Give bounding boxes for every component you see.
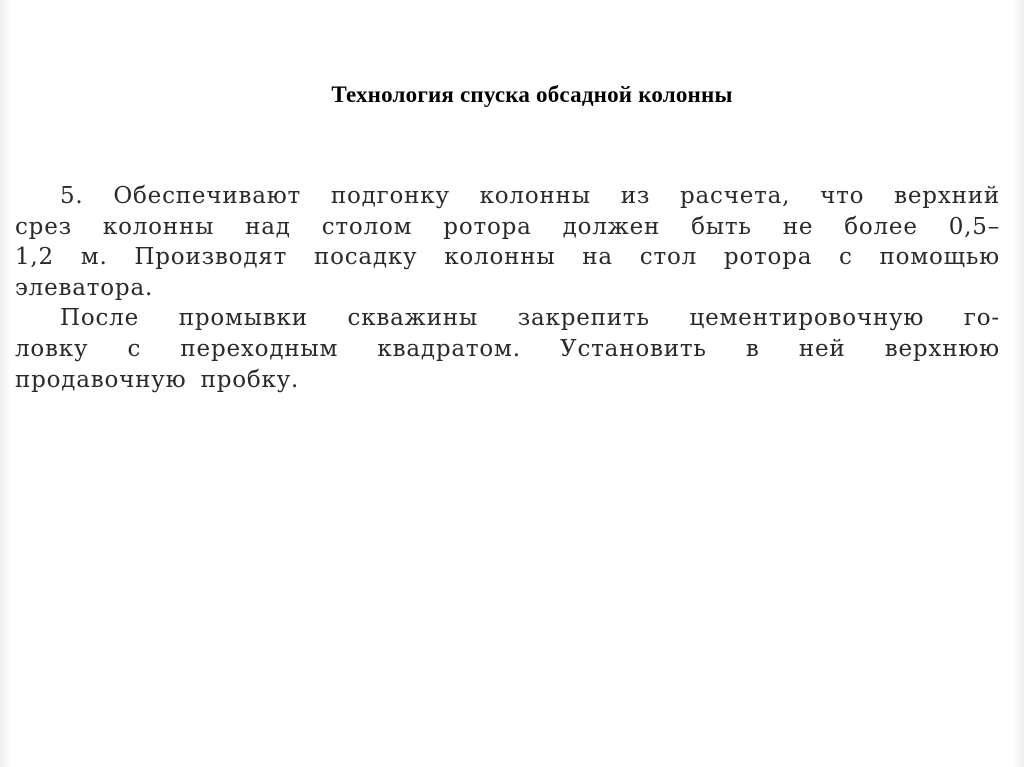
paragraph-2-line-1: После промывки скважины закрепить цементировочную го- (60, 305, 1000, 332)
paragraph-1-line-2: срез колонны над столом ротора должен быть не более 0,5– (15, 213, 1000, 240)
paragraph-2-line-2: ловку с переходным квадратом. Установить в ней верхнюю (15, 335, 1000, 362)
slide-title: Технология спуска обсадной колонны (331, 82, 733, 107)
slide-right-edge-shadow (1014, 0, 1024, 767)
scanned-text-block (15, 181, 1000, 395)
slide-left-edge-shadow (0, 0, 10, 767)
paragraph-1-line-1: 5. Обеспечивают подгонку колонны из расчета, что верхний (60, 183, 1000, 209)
paragraph-2-line-3: продавочную пробку. (15, 366, 300, 393)
paragraph-1-line-3: 1,2 м. Производят посадку колонны на стол ротора с помощью (15, 244, 1000, 271)
paragraph-1-line-4: элеватора. (15, 274, 154, 301)
